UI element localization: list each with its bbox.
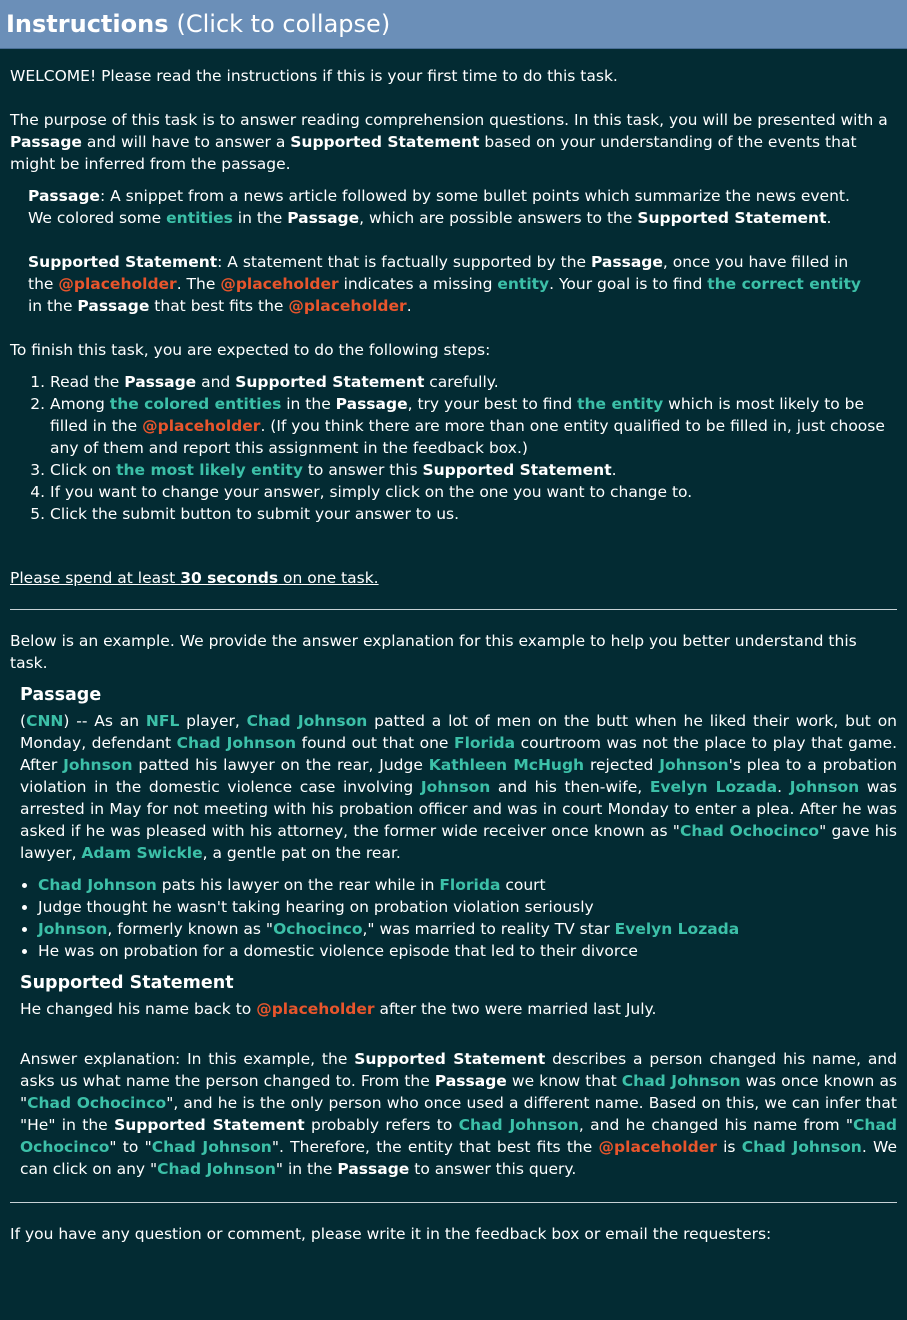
step-item: 4. If you want to change your answer, simply click on the one you want to change to. [50,481,897,503]
bullet-item: • He was on probation for a domestic violence episode that led to their divorce [38,940,897,962]
steps-intro: To finish this task, you are expected to do the following steps: [10,341,491,359]
entity[interactable]: Johnson [63,756,133,774]
entity[interactable]: Chad Ochocinco [679,822,820,840]
entity[interactable]: Johnson [420,778,491,796]
entity[interactable]: Florida [454,734,516,752]
example-section [10,684,897,1180]
purpose-paragraph: The purpose of this task is to answer reading comprehension questions. In this task, you will be presented with a Passage and will have to answer a Supported Statement based on your understanding of the events that might be inferred from the passage. [10,111,888,173]
entity[interactable]: Johnson [659,756,729,774]
divider [10,609,897,610]
instructions-title: Instructions [6,10,169,38]
bullet-item: • Judge thought he wasn't taking hearing on probation violation seriously [38,896,897,918]
example-passage-heading: Passage [20,685,102,705]
step-item: 5. Click the submit button to submit your answer to us. [50,503,897,525]
divider [10,1202,897,1203]
example-bullets [20,874,897,962]
entity[interactable]: Chad Johnson [246,712,368,730]
entity[interactable]: NFL [145,712,180,730]
bullet-item: • Johnson, formerly known as "Ochocinco," was married to reality TV star Evelyn Lozada [38,918,897,940]
entity[interactable]: Adam Swickle [81,844,203,862]
entity[interactable]: Evelyn Lozada [649,778,778,796]
entity[interactable]: CNN [26,712,64,730]
entity[interactable]: Evelyn Lozada [614,920,740,938]
step-item: 3. Click on the most likely entity to answer this Supported Statement. [50,459,897,481]
feedback-note: If you have any question or comment, please write it in the feedback box or email the requesters: [10,1225,772,1243]
spend-time-note: Please spend at least 30 seconds on one task. [10,569,379,587]
entity[interactable]: Chad Johnson [38,876,157,894]
bullet-item: • Chad Johnson pats his lawyer on the rear while in Florida court [38,874,897,896]
entity[interactable]: Kathleen McHugh [428,756,585,774]
step-item: 1. Read the Passage and Supported Statement carefully. [50,371,897,393]
step-item: 2. Among the colored entities in the Passage, try your best to find the entity which is most likely to be filled in the @placeholder. (If you think there are more than one entity qualified to be filled in, just choose any of them and report this assignment in the feedback box.) [50,393,897,459]
collapse-toggle[interactable]: (Click to collapse) [176,10,391,38]
welcome-text: WELCOME! Please read the instructions if this is your first time to do this task. [10,67,618,85]
instructions-body [0,49,907,1245]
entity[interactable]: Chad Johnson [176,734,297,752]
supported-statement-definition: Supported Statement: A statement that is factually supported by the Passage, once you have filled in the @placeholder. The @placeholder indicates a missing entity. Your goal is to find the correct entity in the Passage that best fits the @placeholder. [28,253,862,315]
entity[interactable]: Johnson [38,920,108,938]
passage-definition: Passage: A snippet from a news article followed by some bullet points which summarize the news event. We colored some entities in the Passage, which are possible answers to the Supported Statement. [28,187,850,227]
definitions [10,185,897,317]
example-intro: Below is an example. We provide the answer explanation for this example to help you better understand this task. [10,632,857,672]
steps-list [10,371,897,525]
example-ss-text: He changed his name back to @placeholder after the two were married last July. [20,1000,657,1018]
example-ss-heading: Supported Statement [20,973,234,993]
instructions-header[interactable] [0,0,907,49]
entity[interactable]: Johnson [789,778,860,796]
example-passage-text: (CNN) -- As an NFL player, Chad Johnson patted a lot of men on the butt when he liked their work, but on Monday, defendant Chad Johnson found out that one Florida courtroom was not the place to play that game. After Johnson patted his lawyer on the rear, Judge Kathleen McHugh rejected Johnson's plea to a probation violation in the domestic violence case involving Johnson and his then-wife, Evelyn Lozada. Johnson was arrested in May for not meeting with his probation officer and was in court Monday to enter a plea. After he was asked if he was pleased with his attorney, the former wide receiver once known as "Chad Ochocinco" gave his lawyer, Adam Swickle, a gentle pat on the rear. [20,712,897,862]
answer-explanation: Answer explanation: In this example, the Supported Statement describes a person changed his name, and asks us what name the person changed to. From the Passage we know that Chad Johnson was once known as "Chad Ochocinco", and he is the only person who once used a different name. Based on this, we can infer that "He" in the Supported Statement probably refers to Chad Johnson, and he changed his name from "Chad Ochocinco" to "Chad Johnson". Therefore, the entity that best fits the @placeholder is Chad Johnson. We can click on any "Chad Johnson" in the Passage to answer this query. [20,1050,898,1178]
entity[interactable]: Florida [439,876,501,894]
entity[interactable]: Ochocinco [273,920,363,938]
